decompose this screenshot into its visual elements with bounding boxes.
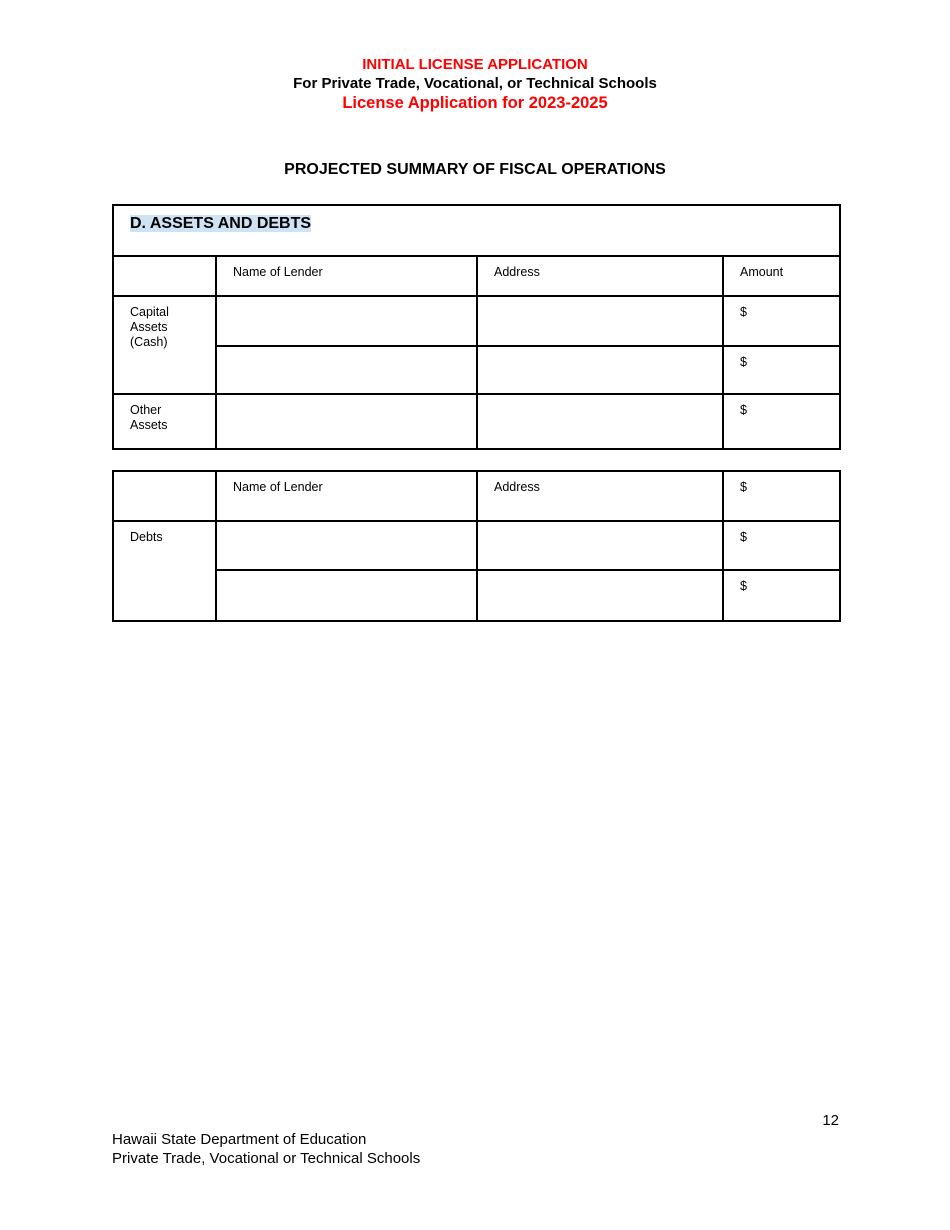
amount-cell[interactable]: $ <box>723 346 840 394</box>
header-line3: License Application for 2023-2025 <box>342 94 608 112</box>
address-cell[interactable] <box>477 570 723 621</box>
lender-cell[interactable] <box>216 296 477 346</box>
section-heading: D. ASSETS AND DEBTS <box>130 215 312 232</box>
col-address: Address <box>477 256 723 296</box>
col-address: Address <box>477 471 723 521</box>
row-label-other: Other Assets <box>113 394 216 449</box>
col-lender: Name of Lender <box>216 256 477 296</box>
col-lender: Name of Lender <box>216 471 477 521</box>
amount-cell[interactable]: $ <box>723 394 840 449</box>
row-label-capital: Capital Assets (Cash) <box>113 296 216 394</box>
address-cell[interactable] <box>477 346 723 394</box>
amount-cell[interactable]: $ <box>723 570 840 621</box>
lender-cell[interactable] <box>216 521 477 570</box>
address-cell[interactable] <box>477 394 723 449</box>
col-amount: $ <box>723 471 840 521</box>
lender-cell[interactable] <box>216 570 477 621</box>
header-line2: For Private Trade, Vocational, or Technical Schools <box>293 75 657 92</box>
col-amount: Amount <box>723 256 840 296</box>
address-cell[interactable] <box>477 521 723 570</box>
amount-cell[interactable]: $ <box>723 521 840 570</box>
lender-cell[interactable] <box>216 346 477 394</box>
page-number: 12 <box>822 1112 839 1129</box>
row-label-debts: Debts <box>113 521 216 621</box>
address-cell[interactable] <box>477 296 723 346</box>
footer-line1: Hawaii State Department of Education <box>112 1131 367 1148</box>
amount-cell[interactable]: $ <box>723 296 840 346</box>
lender-cell[interactable] <box>216 394 477 449</box>
header-line1: INITIAL LICENSE APPLICATION <box>362 56 588 73</box>
page-title: PROJECTED SUMMARY OF FISCAL OPERATIONS <box>284 161 666 178</box>
footer-line2: Private Trade, Vocational or Technical Schools <box>112 1150 421 1167</box>
assets-table <box>112 204 841 450</box>
debts-table <box>112 470 841 622</box>
